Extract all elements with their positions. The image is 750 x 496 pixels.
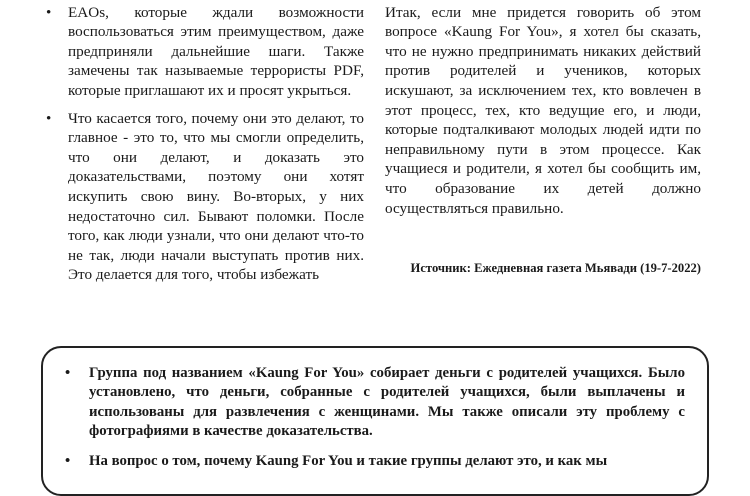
bullet-icon: • [65,365,71,381]
box-list-item-question [65,452,685,471]
bullet-icon: • [46,3,52,21]
source-citation: Источник: Ежедневная газета Мьявади (19-7-2022) [410,261,701,275]
left-list-item-eaos [46,3,364,101]
summary-box [41,346,709,496]
right-paragraph: Итак, если мне придется говорить об этом вопросе «Kaung For You», я хотел бы сказать, что не нужно предпринимать никаких действий против родителей и учеников, которых искушают, за исключением тех, кто вовлечен в этот процесс, тех, кто ведущие его, и люди, которые подталкивают молодых людей идти по неправильному пути в этом процессе. Как учащиеся и родители, я хотел бы сообщить им, что образование их детей должно осуществляться правильно. [385,3,701,217]
box-item-text: Группа под названием «Kaung For You» собирает деньги с родителей учащихся. Было установлено, что деньги, собранные с родителей учащихся, были выплачены и использованы для развлечения с женщинами. Мы также описали эту проблему с фотографиями в качестве доказательства. [89,365,685,440]
left-column [46,0,364,285]
left-item-text: EAOs, которые ждали возможности воспользоваться этим преимуществом, даже предприняли дальнейшие шаги. Также замечены так называемые террористы PDF, которые приглашают их и просят укрыться. [68,3,364,99]
left-item-text: Что касается того, почему они это делают, то главное - это то, что мы смогли определить, что они делают, и доказать это доказательствами, поэтому они хотят искупить свою вину. Во-вторых, у них недостаточно сил. Бывают поломки. После того, как люди узнали, что они делают что-то не так, люди начали выступать против них. Это делается для того, чтобы избежать [68,109,364,284]
right-column [385,0,701,218]
box-item-text: На вопрос о том, почему Kaung For You и такие группы делают это, и как мы [89,452,608,469]
bullet-icon: • [65,452,71,469]
left-list-item-why [46,109,364,285]
bullet-icon: • [46,109,52,127]
box-list-item-money [65,364,685,442]
